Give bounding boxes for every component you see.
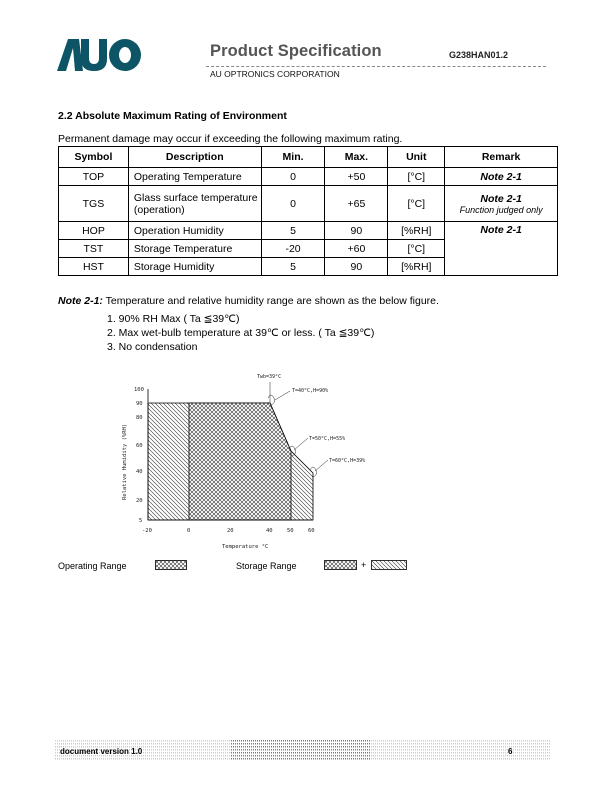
svg-text:80: 80	[136, 415, 143, 421]
cell-max: 90	[325, 222, 388, 240]
legend-operating-label: Operating Range	[58, 561, 127, 571]
section-intro: Permanent damage may occur if exceeding the following maximum rating.	[58, 133, 403, 145]
temperature-humidity-chart	[108, 368, 368, 553]
remark-subtext: Function judged only	[459, 204, 543, 215]
svg-text:20: 20	[227, 528, 234, 534]
storage-range-swatch-crosshatch	[324, 560, 357, 570]
cell-min: 5	[261, 222, 325, 240]
table-row	[59, 168, 558, 186]
svg-text:0: 0	[187, 528, 191, 534]
note-item: 2. Max wet-bulb temperature at 39℃ or less. ( Ta ≦39℃)	[107, 327, 375, 339]
note-paragraph	[58, 295, 439, 307]
cell-remark: Note 2-1	[445, 222, 558, 276]
page-number: 6	[508, 747, 513, 756]
cell-symbol: TST	[59, 240, 129, 258]
x-axis-ticks	[142, 528, 315, 534]
auo-logo	[57, 38, 143, 72]
col-header: Max.	[325, 147, 388, 168]
svg-text:90: 90	[136, 401, 143, 407]
col-header: Unit	[388, 147, 445, 168]
svg-text:50: 50	[287, 528, 294, 534]
cell-unit: [°C]	[388, 186, 445, 222]
table-row	[59, 222, 558, 240]
legend-storage-label: Storage Range	[236, 561, 297, 571]
x-axis-label: Temperature °C	[222, 544, 269, 550]
cell-unit: [°C]	[388, 168, 445, 186]
section-title: 2.2 Absolute Maximum Rating of Environment	[58, 110, 287, 122]
svg-text:60: 60	[136, 443, 143, 449]
cell-symbol: TOP	[59, 168, 129, 186]
company-name: AU OPTRONICS CORPORATION	[210, 69, 340, 79]
col-header: Remark	[445, 147, 558, 168]
cell-unit: [%RH]	[388, 222, 445, 240]
note-item: 3. No condensation	[107, 341, 198, 353]
cell-unit: [°C]	[388, 240, 445, 258]
y-axis-ticks	[134, 387, 144, 524]
svg-text:100: 100	[134, 387, 144, 393]
cell-symbol: TGS	[59, 186, 129, 222]
operating-range-swatch	[155, 560, 187, 570]
legend-plus: +	[361, 560, 367, 570]
document-version: document version 1.0	[60, 747, 143, 756]
note-list	[107, 312, 374, 354]
svg-text:Twb=39°C: Twb=39°C	[257, 374, 282, 380]
cell-max: +50	[325, 168, 388, 186]
rating-table	[58, 146, 558, 276]
col-header: Min.	[261, 147, 325, 168]
cell-min: 0	[261, 168, 325, 186]
cell-min: 0	[261, 186, 325, 222]
storage-range-swatch-diagonal	[371, 560, 407, 570]
svg-text:40: 40	[136, 469, 143, 475]
cell-description: Operation Humidity	[128, 222, 261, 240]
svg-text:40: 40	[266, 528, 273, 534]
col-header: Description	[128, 147, 261, 168]
svg-text:60: 60	[308, 528, 315, 534]
svg-text:T=40°C,H=90%: T=40°C,H=90%	[292, 388, 329, 394]
cell-remark: Note 2-1	[445, 168, 558, 186]
note-text: Temperature and relative humidity range are shown as the below figure.	[102, 295, 439, 307]
svg-text:T=60°C,H=39%: T=60°C,H=39%	[329, 458, 366, 464]
cell-description: Glass surface temperature (operation)	[128, 186, 261, 222]
document-title: Product Specification	[210, 42, 382, 60]
cell-max: +60	[325, 240, 388, 258]
y-axis-label: Relative Humidity (%RH)	[122, 423, 128, 500]
note-item: 1. 90% RH Max ( Ta ≦39℃)	[107, 313, 240, 325]
cell-unit: [%RH]	[388, 258, 445, 276]
cell-symbol: HOP	[59, 222, 129, 240]
svg-text:-20: -20	[142, 528, 152, 534]
cell-description: Storage Temperature	[128, 240, 261, 258]
table-row	[59, 186, 558, 222]
cell-max: +65	[325, 186, 388, 222]
svg-text:20: 20	[136, 498, 143, 504]
svg-text:5: 5	[139, 518, 143, 524]
cell-max: 90	[325, 258, 388, 276]
cell-min: 5	[261, 258, 325, 276]
table-header-row	[59, 147, 558, 168]
note-label: Note 2-1:	[58, 295, 103, 307]
model-number: G238HAN01.2	[449, 50, 509, 60]
cell-remark	[445, 186, 558, 222]
header-divider	[206, 66, 546, 67]
remark-note: Note 2-1	[480, 192, 522, 205]
cell-symbol: HST	[59, 258, 129, 276]
cell-description: Storage Humidity	[128, 258, 261, 276]
cell-description: Operating Temperature	[128, 168, 261, 186]
col-header: Symbol	[59, 147, 129, 168]
cell-min: -20	[261, 240, 325, 258]
svg-text:T=50°C,H=55%: T=50°C,H=55%	[309, 436, 346, 442]
